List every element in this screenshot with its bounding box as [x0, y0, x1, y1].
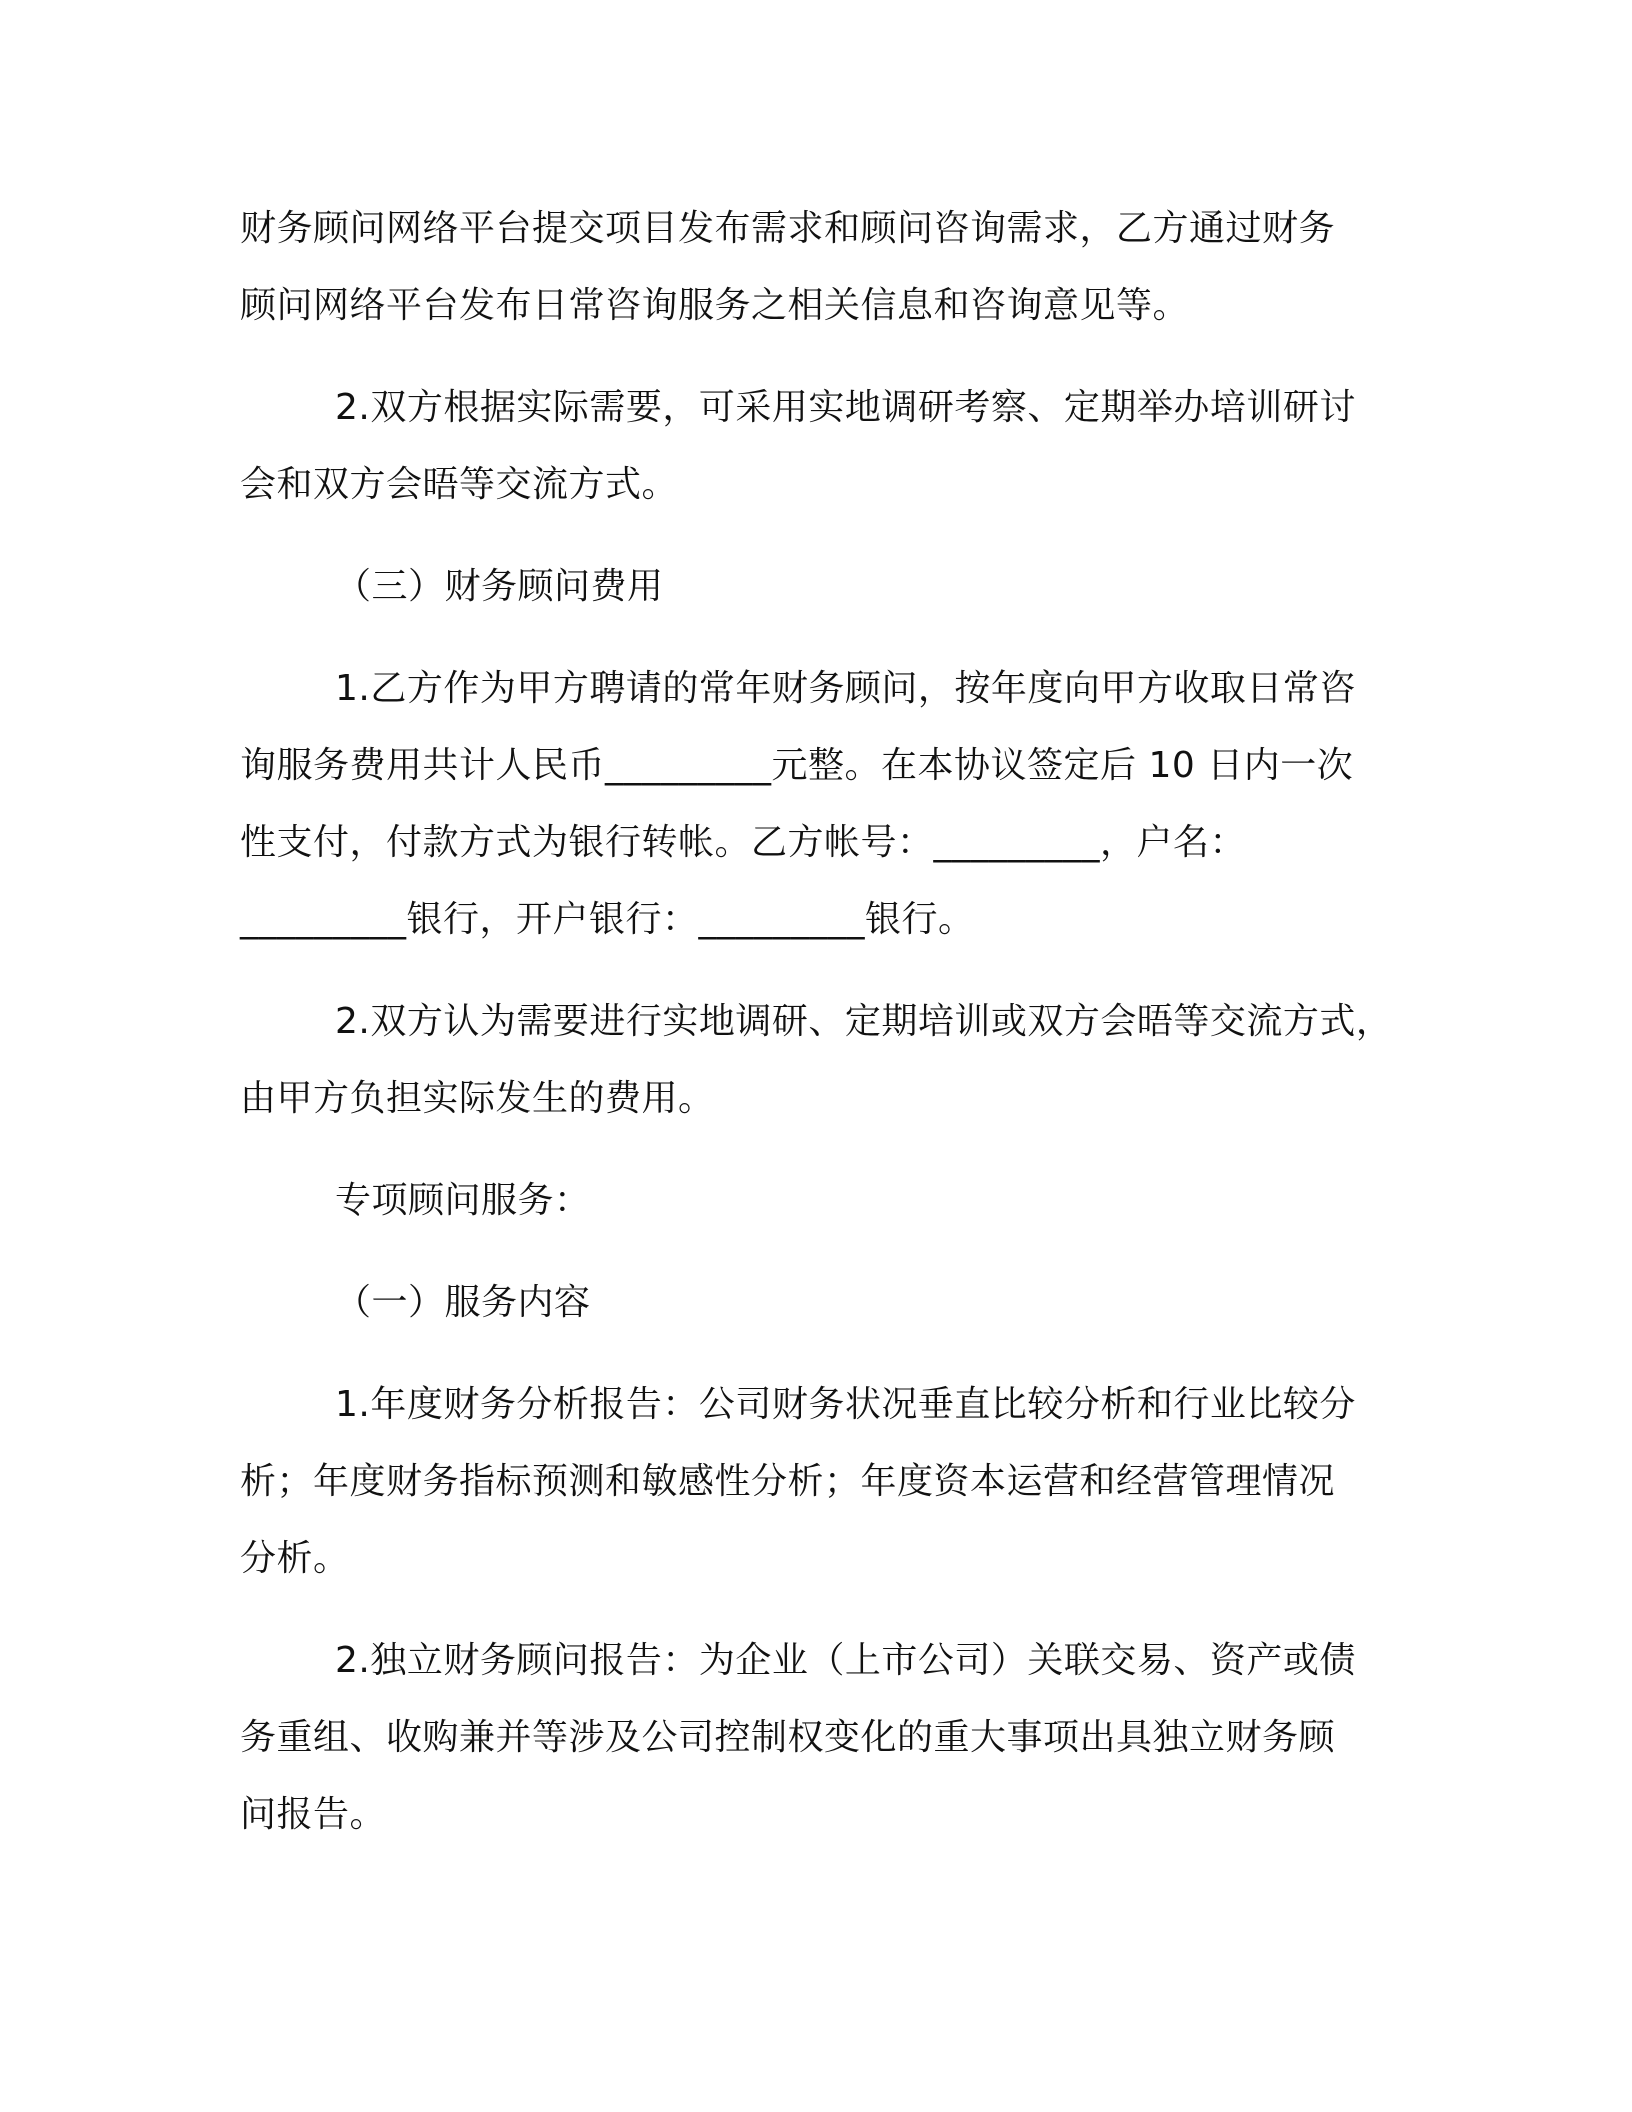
text-line: 析；年度财务指标预测和敏感性分析；年度资本运营和经营管理情况: [240, 1461, 1336, 1502]
text-line: 问报告。: [240, 1794, 387, 1835]
heading-text: （一）服务内容: [335, 1282, 591, 1323]
text-line: 1.乙方作为甲方聘请的常年财务顾问，按年度向甲方收取日常咨: [335, 668, 1356, 709]
section-heading-fees: [240, 548, 1400, 625]
text-line: 2.独立财务顾问报告：为企业（上市公司）关联交易、资产或债: [335, 1640, 1356, 1681]
text-line: 2.双方认为需要进行实地调研、定期培训或双方会晤等交流方式，: [335, 1001, 1393, 1042]
text-line: 由甲方负担实际发生的费用。: [240, 1078, 715, 1119]
text-line: 询服务费用共计人民币_________元整。在本协议签定后 10 日内一次: [240, 745, 1354, 786]
text-line: _________银行，开户银行：_________银行。: [240, 899, 975, 940]
paragraph-exchange-methods: [240, 369, 1400, 523]
paragraph-independent-report: [240, 1622, 1400, 1853]
paragraph-fee-payment: [240, 650, 1400, 958]
text-line: 2.双方根据实际需要，可采用实地调研考察、定期举办培训研讨: [335, 387, 1356, 428]
text-line: 性支付，付款方式为银行转帐。乙方帐号：_________，户名：: [240, 822, 1247, 863]
paragraph-extra-costs: [240, 983, 1400, 1137]
document-body: [240, 190, 1400, 1878]
text-line: 分析。: [240, 1538, 350, 1579]
paragraph-platform-info: [240, 190, 1400, 344]
text-line: 财务顾问网络平台提交项目发布需求和顾问咨询需求，乙方通过财务: [240, 208, 1336, 249]
text-line: 顾问网络平台发布日常咨询服务之相关信息和咨询意见等。: [240, 285, 1190, 326]
heading-text: 专项顾问服务：: [335, 1180, 591, 1221]
text-line: 会和双方会晤等交流方式。: [240, 464, 679, 505]
text-line: 务重组、收购兼并等涉及公司控制权变化的重大事项出具独立财务顾: [240, 1717, 1336, 1758]
section-heading-service-content: [240, 1264, 1400, 1341]
paragraph-annual-report: [240, 1366, 1400, 1597]
heading-text: （三）财务顾问费用: [335, 566, 664, 607]
text-line: 1.年度财务分析报告：公司财务状况垂直比较分析和行业比较分: [335, 1384, 1356, 1425]
section-heading-special-services: [240, 1162, 1400, 1239]
